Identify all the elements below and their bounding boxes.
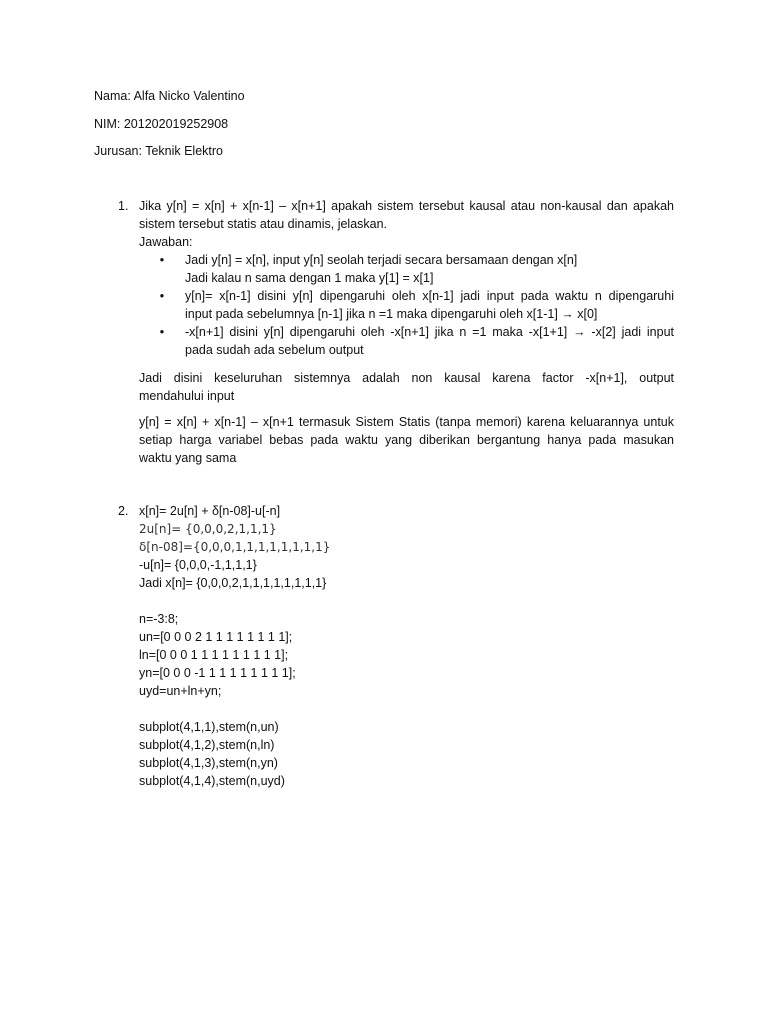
answer-bullet	[139, 287, 674, 323]
bullet-icon: •	[159, 325, 165, 339]
question-number: 2.	[118, 504, 129, 518]
equation-line: -u[n]= {0,0,0,-1,1,1,1}	[139, 558, 257, 572]
student-info	[94, 87, 245, 170]
bullet-icon: •	[159, 253, 165, 267]
conclusion-line: y[n] = x[n] + x[n-1] – x[n+1 termasuk Sistem Statis (tanpa memori) karena keluarannya untuk	[139, 415, 674, 429]
code-line: yn=[0 0 0 -1 1 1 1 1 1 1 1 1];	[139, 666, 296, 680]
equation-line: Jadi x[n]= {0,0,0,2,1,1,1,1,1,1,1,1}	[139, 576, 327, 590]
bullet-line: y[n]= x[n-1] disini y[n] dipengaruhi oleh x[n-1] jadi input pada waktu n dipengaruhi	[185, 289, 674, 303]
student-department: Jurusan: Teknik Elektro	[94, 144, 223, 158]
question-2	[118, 502, 674, 790]
conclusion-line: setiap harga variabel bebas pada waktu yang diberikan bergantung hanya pada masukan	[139, 433, 674, 447]
question-2-body	[139, 502, 674, 790]
code-line: ln=[0 0 0 1 1 1 1 1 1 1 1 1];	[139, 648, 289, 662]
bullet-line: input pada sebelumnya [n-1] jika n =1 maka dipengaruhi oleh x[1-1] → x[0]	[185, 307, 598, 321]
question-text-line: sistem tersebut statis atau dinamis, jelaskan.	[139, 217, 388, 231]
subplot-line: subplot(4,1,4),stem(n,uyd)	[139, 774, 285, 788]
answer-label: Jawaban:	[139, 235, 193, 249]
subplot-line: subplot(4,1,2),stem(n,ln)	[139, 738, 275, 752]
bullet-line: pada sudah ada sebelum output	[185, 343, 364, 357]
bullet-line: -x[n+1] disini y[n] dipengaruhi oleh -x[n+1] jika n =1 maka -x[1+1] → -x[2] jadi input	[185, 325, 674, 339]
conclusion-line: Jadi disini keseluruhan sistemnya adalah non kausal karena factor -x[n+1], output	[139, 371, 674, 385]
student-nim: NIM: 201202019252908	[94, 116, 229, 131]
question-1	[118, 197, 674, 467]
student-name: Nama: Alfa Nicko Valentino	[94, 89, 245, 103]
conclusion-line: mendahului input	[139, 389, 235, 403]
answer-bullet	[139, 323, 674, 359]
subplot-line: subplot(4,1,1),stem(n,un)	[139, 720, 279, 734]
conclusion-line: waktu yang sama	[139, 451, 237, 465]
question-1-body	[139, 197, 674, 467]
code-line: un=[0 0 0 2 1 1 1 1 1 1 1 1];	[139, 630, 293, 644]
question-number: 1.	[118, 199, 129, 213]
code-line: uyd=un+ln+yn;	[139, 684, 222, 698]
code-line: n=-3:8;	[139, 612, 179, 626]
bullet-icon: •	[159, 289, 165, 303]
equation-line: x[n]= 2u[n] + δ[n-08]-u[-n]	[139, 504, 281, 518]
bullet-line: Jadi kalau n sama dengan 1 maka y[1] = x[1]	[185, 271, 434, 285]
answer-bullet	[139, 251, 674, 287]
bullet-line: Jadi y[n] = x[n], input y[n] seolah terjadi secara bersamaan dengan x[n]	[185, 253, 578, 267]
equation-line: 2u[n]= {0,0,0,2,1,1,1}	[139, 522, 277, 536]
equation-line: δ[n-08]={0,0,0,1,1,1,1,1,1,1,1}	[139, 540, 331, 554]
question-text-line: Jika y[n] = x[n] + x[n-1] – x[n+1] apakah sistem tersebut kausal atau non-kausal dan apakah	[139, 199, 674, 213]
subplot-line: subplot(4,1,3),stem(n,yn)	[139, 756, 278, 770]
